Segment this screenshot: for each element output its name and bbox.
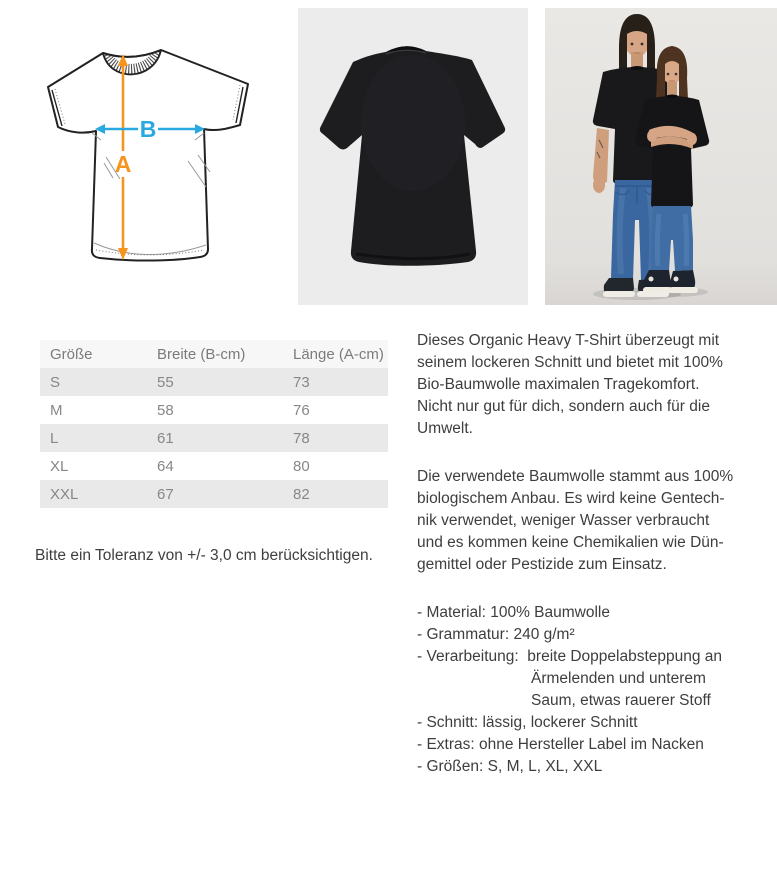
- text-line: Dieses Organic Heavy T-Shirt überzeugt mit: [417, 332, 720, 349]
- tolerance-note: Bitte ein Toleranz von +/- 3,0 cm berücksichtigen.: [35, 546, 373, 564]
- size-diagram-image: [40, 45, 255, 267]
- description-paragraph-2: [417, 466, 777, 576]
- size-table-section: [40, 340, 388, 508]
- spec-item-verarbeitung-cont: Saum, etwas rauerer Stoff: [531, 692, 711, 709]
- length-cell: 78: [283, 424, 388, 452]
- size-cell: XL: [50, 457, 69, 475]
- size-cell: XXL: [40, 480, 147, 508]
- size-table: [40, 340, 388, 508]
- tshirt-measure-sketch: [40, 45, 255, 267]
- table-row: [40, 368, 388, 396]
- spec-item-material: - Material: 100% Baumwolle: [417, 604, 610, 621]
- size-cell: M: [50, 401, 63, 419]
- description-paragraph-1: [417, 330, 777, 440]
- product-photo-flat: [298, 8, 528, 305]
- text-line: Bio-Baumwolle maximalen Tragekomfort.: [417, 376, 700, 393]
- text-line: seinem lockeren Schnitt und bietet mit 100%: [417, 354, 723, 371]
- table-row: [40, 424, 388, 452]
- length-label: A: [114, 151, 132, 177]
- text-line: nik verwendet, weniger Wasser verbraucht: [417, 512, 710, 529]
- width-cell: 67: [147, 480, 283, 508]
- text-line: biologischem Anbau. Es wird keine Gentech-: [417, 490, 725, 507]
- table-row: [40, 480, 388, 508]
- tshirt-outline: [48, 50, 248, 261]
- table-row: [40, 396, 388, 424]
- text-line: gemittel oder Pestizide zum Einsatz.: [417, 556, 667, 573]
- spec-item-verarbeitung-cont: Ärmelenden und unterem: [531, 670, 706, 687]
- length-cell: 73: [283, 368, 388, 396]
- spec-item-grammatur: - Grammatur: 240 g/m²: [417, 626, 575, 643]
- text-line: Nicht nur gut für dich, sondern auch für die: [417, 398, 710, 415]
- length-cell: 80: [293, 457, 310, 475]
- width-cell: 61: [147, 424, 283, 452]
- spec-item-extras: - Extras: ohne Hersteller Label im Nacken: [417, 736, 704, 753]
- product-photo-models: [545, 8, 777, 305]
- flat-tshirt-image: [298, 8, 528, 305]
- spec-item-groessen: - Größen: S, M, L, XL, XXL: [417, 758, 603, 775]
- product-description: [417, 330, 777, 778]
- models-image: [545, 8, 777, 305]
- width-cell: 58: [157, 401, 174, 419]
- text-line: und es kommen keine Chemikalien wie Dün-: [417, 534, 724, 551]
- spec-item-verarbeitung: - Verarbeitung: breite Doppelabsteppung an: [417, 648, 723, 665]
- column-header-laenge: Länge (A-cm): [283, 340, 388, 368]
- spec-list: [417, 602, 777, 778]
- text-line: Die verwendete Baumwolle stammt aus 100%: [417, 468, 734, 485]
- table-row: [40, 452, 388, 480]
- width-cell: 55: [147, 368, 283, 396]
- column-header-groesse: Größe: [40, 340, 147, 368]
- length-cell: 76: [293, 401, 310, 419]
- fabric-sheen: [361, 55, 465, 191]
- text-line: Umwelt.: [417, 420, 473, 437]
- size-table-header-row: [40, 340, 388, 368]
- size-cell: L: [40, 424, 147, 452]
- size-cell: S: [40, 368, 147, 396]
- width-cell: 64: [157, 457, 174, 475]
- column-header-breite: Breite (B-cm): [147, 340, 283, 368]
- width-label: B: [139, 116, 157, 142]
- spec-item-schnitt: - Schnitt: lässig, lockerer Schnitt: [417, 714, 638, 731]
- length-cell: 82: [283, 480, 388, 508]
